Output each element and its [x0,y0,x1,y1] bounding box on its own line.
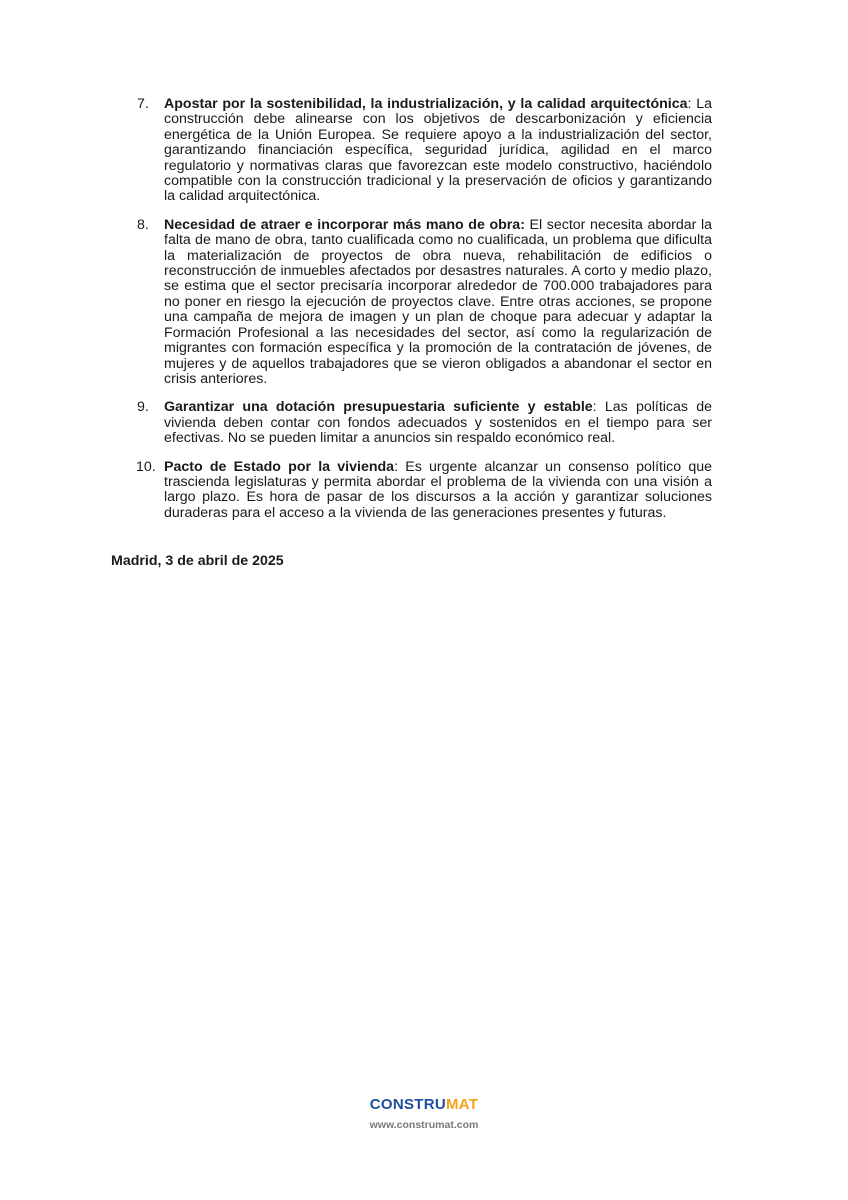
item-body: El sector necesita abordar la falta de mano de obra, tanto cualificada como no cualificada, un problema que dificulta la materialización de proyectos de obra nueva, rehabilitación de edificios o reconstrucción de inmuebles afectados por desastres naturales. A corto y medio plazo, se estima que el sector precisaría incorporar alrededor de 700.000 trabajadores para no poner en riesgo la ejecución de proyectos clave. Entre otras acciones, se propone una campaña de mejora de imagen y un plan de choque para adecuar y adaptar la Formación Profesional a las necesidades del sector, así como la regularización de migrantes con formación específica y la promoción de la contratación de jóvenes, de mujeres y de aquellos trabajadores que se vieron obligados a abandonar el sector en crisis anteriores. [164,216,712,387]
item-number: 10. [136,458,156,475]
item-heading: Garantizar una dotación presupuestaria suficiente y estable [164,399,593,416]
list-item-9 [137,400,712,446]
list-item-8 [137,218,712,387]
logo-part-a: CONSTRU [369,1096,446,1113]
item-heading: Pacto de Estado por la vivienda [164,458,395,475]
item-body: : La construcción debe alinearse con los objetivos de descarbonización y eficiencia energética de la Unión Europea. Se requiere apoyo a la industrialización del sector, garantizando financiación específica, seguridad jurídica, agilidad en el marco regulatorio y normativas claras que favorezcan este modelo constructivo, haciéndolo compatible con la construcción tradicional y la preservación de oficios y garantizando la calidad arquitectónica. [164,96,713,205]
footer-url[interactable]: www.construmat.com [369,1119,479,1131]
list-item-10 [137,460,712,522]
item-body: : Es urgente alcanzar un consenso político que trascienda legislaturas y permita abordar el problema de la vivienda con una visión a largo plazo. Es hora de pasar de los discursos a la acción y garantizar soluciones duraderas para el acceso a la vivienda de las generaciones presentes y futuras. [164,458,712,521]
proposal-list [137,97,712,534]
signoff-date: Madrid, 3 de abril de 2025 [111,553,284,569]
item-number: 9. [137,399,149,416]
item-number: 7. [137,96,149,112]
page-footer [0,1096,848,1131]
item-body: : Las políticas de vivienda deben contar con fondos adecuados y sostenidos en el tiempo para ser efectivas. No se pueden limitar a anuncios sin respaldo económico real. [164,399,713,447]
construmat-logo [0,1096,848,1113]
list-item-7 [137,97,712,205]
item-heading: Necesidad de atraer e incorporar más mano de obra: [164,216,525,233]
item-heading: Apostar por la sostenibilidad, la industrialización, y la calidad arquitectónica [164,96,688,112]
item-number: 8. [137,216,149,233]
logo-part-b: MAT [445,1096,479,1113]
